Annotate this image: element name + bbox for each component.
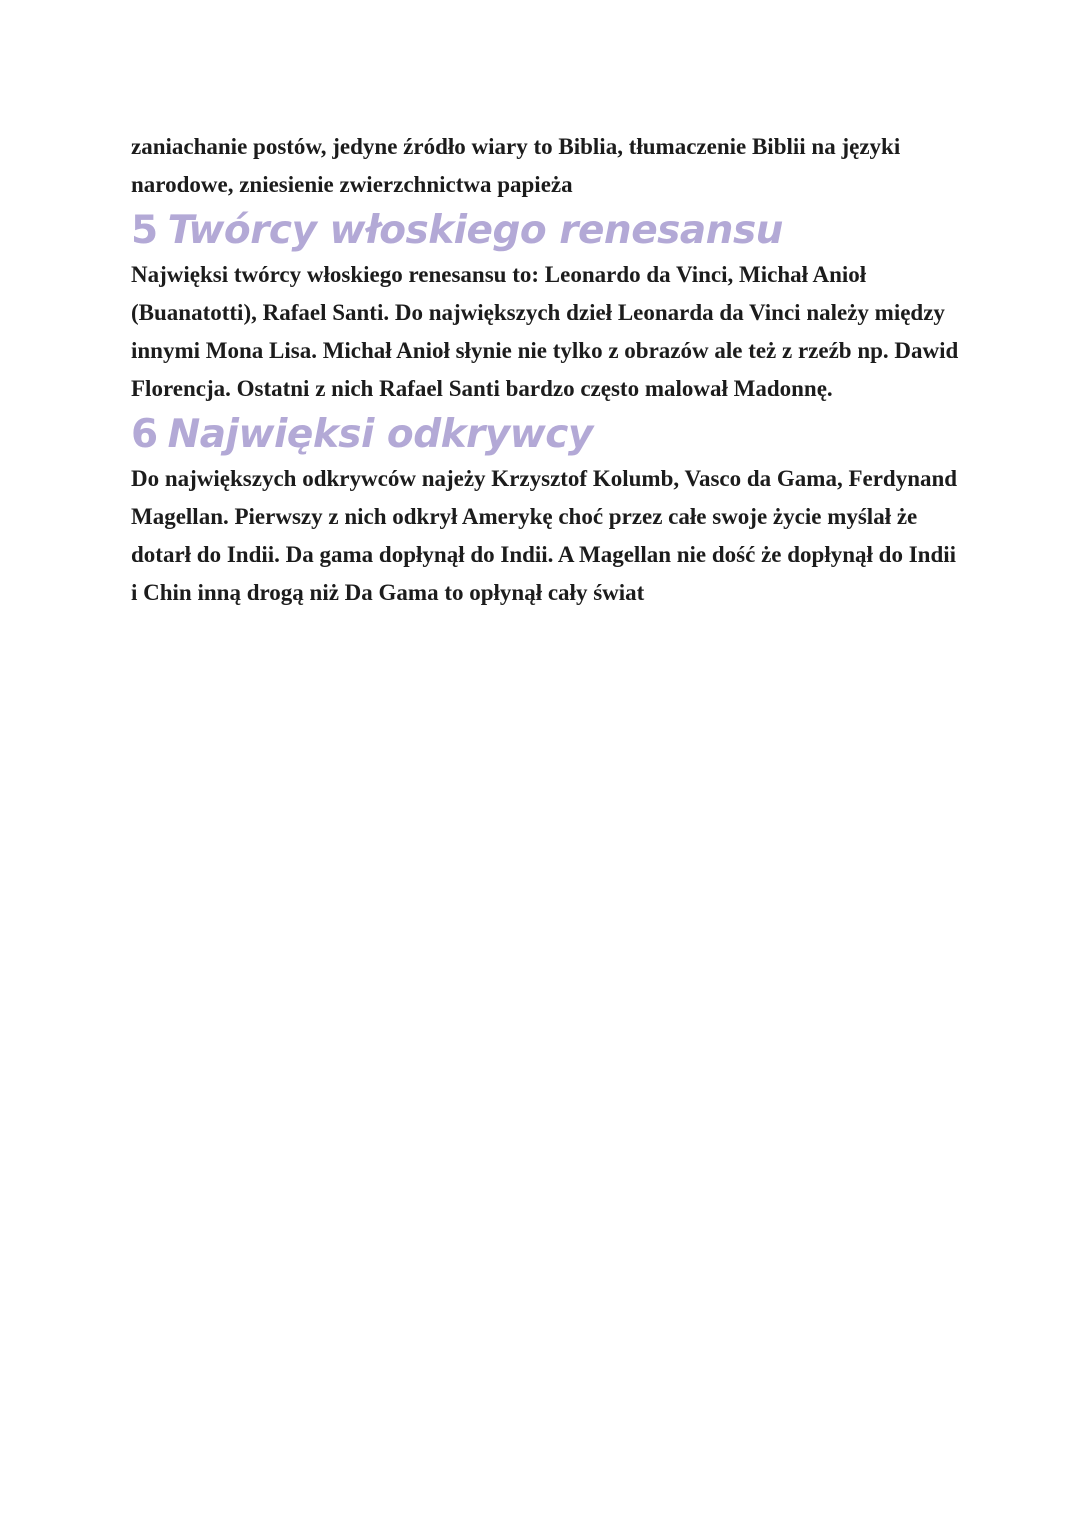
section-6-heading	[131, 406, 961, 464]
section-5-text: Najwięksi twórcy włoskiego renesansu to: Leonardo da Vinci, Michał Anioł (Buanatotti), Rafael Santi. Do największych dzieł Leonarda da Vinci należy między innymi Mona Lisa. Michał Anioł słynie nie tylko z obrazów ale też z rzeźb np. Dawid Florencja. Ostatni z nich Rafael Santi bardzo często malował Madonnę.	[131, 262, 959, 401]
intro-paragraph: zaniachanie postów, jedyne źródło wiary to Biblia, tłumaczenie Biblii na języki narodowe, zniesienie zwierzchnictwa papieża	[131, 134, 901, 197]
section-5-heading	[131, 202, 961, 260]
section-6-title: Najwięksi odkrywcy	[167, 412, 593, 457]
section-6-number: 6	[131, 412, 158, 457]
section-5-number: 5	[131, 208, 158, 253]
section-6-text: Do największych odkrywców najeży Krzysztof Kolumb, Vasco da Gama, Ferdynand Magellan. Pierwszy z nich odkrył Amerykę choć przez całe swoje życie myślał że dotarł do Indii. Da gama dopłynął do Indii. A Magellan nie dość że dopłynął do Indii i Chin inną drogą niż Da Gama to opłynął cały świat	[131, 466, 958, 605]
document-page	[131, 128, 961, 612]
section-5-title: Twórcy włoskiego renesansu	[167, 208, 783, 253]
